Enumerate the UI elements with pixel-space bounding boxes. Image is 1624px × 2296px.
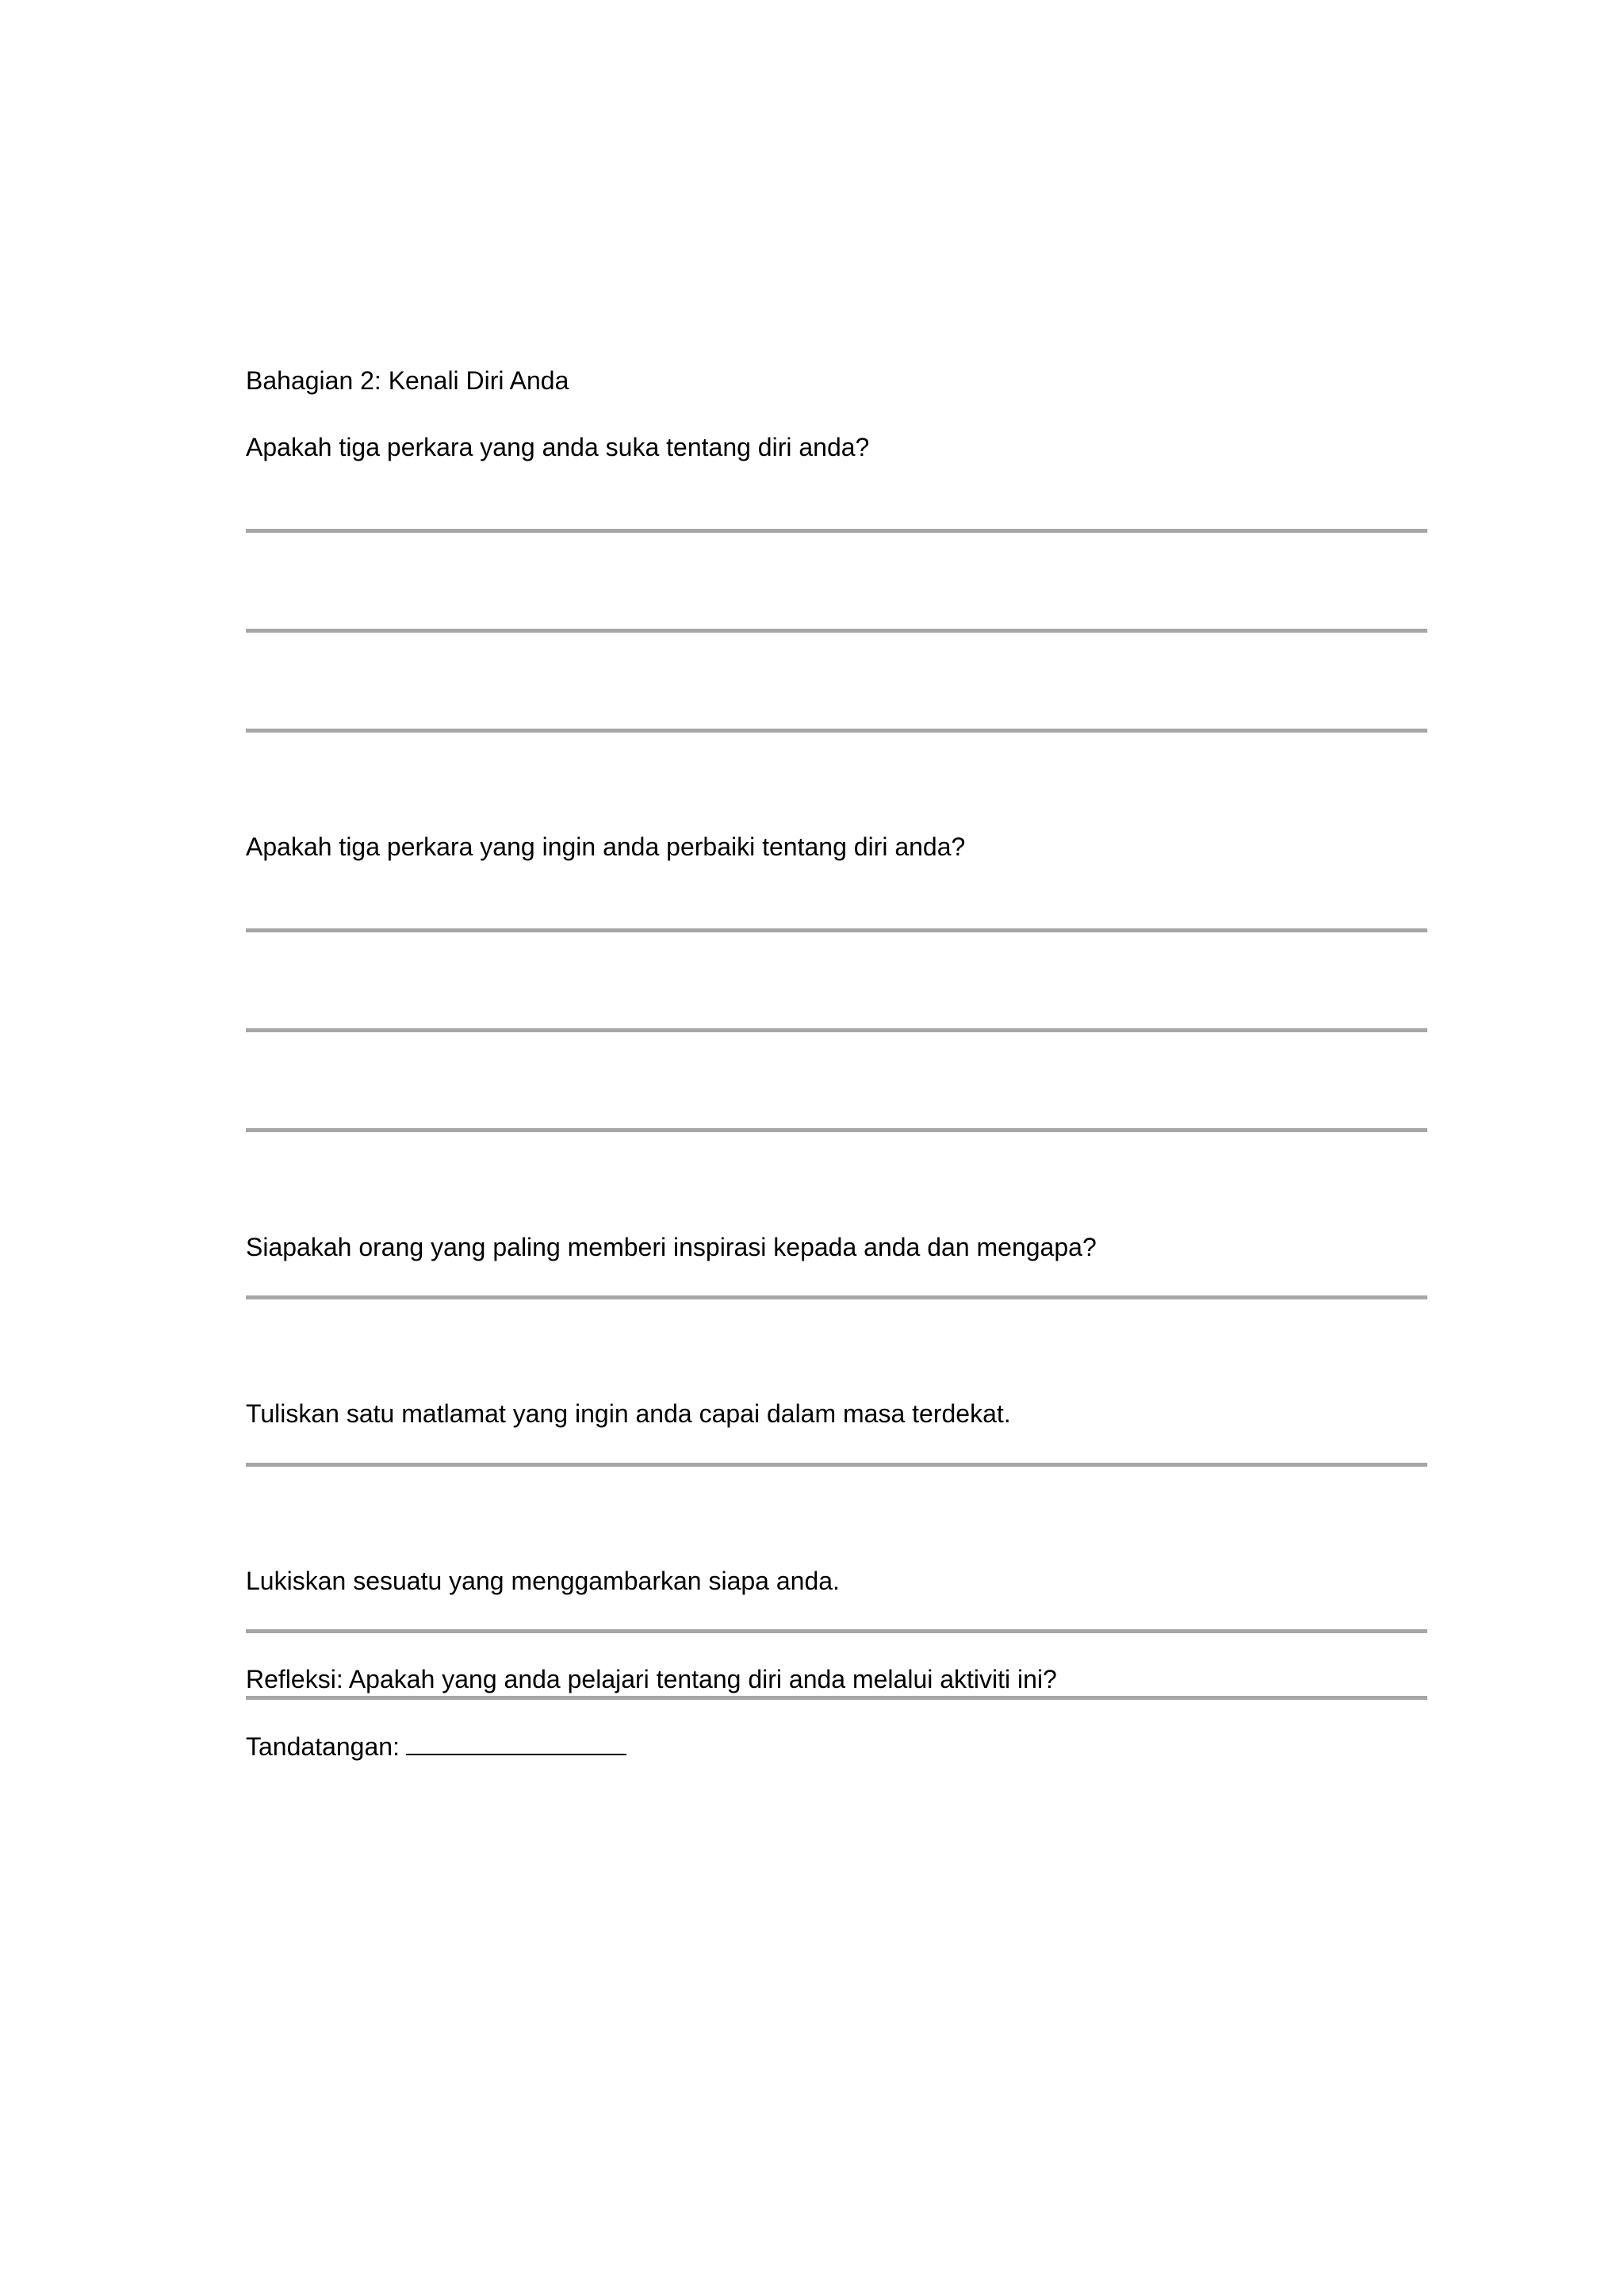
answer-line-q1-3[interactable]	[246, 729, 1427, 733]
answer-line-q2-1[interactable]	[246, 928, 1427, 932]
answer-line-q5[interactable]	[246, 1629, 1427, 1633]
answer-line-reflection[interactable]	[246, 1696, 1427, 1700]
answer-line-q4[interactable]	[246, 1463, 1427, 1467]
answer-line-q1-2[interactable]	[246, 629, 1427, 633]
question-5: Lukiskan sesuatu yang menggambarkan siapa anda.	[246, 1567, 840, 1595]
answer-line-q2-3[interactable]	[246, 1128, 1427, 1132]
question-2: Apakah tiga perkara yang ingin anda perbaiki tentang diri anda?	[246, 832, 966, 861]
signature-row	[246, 1731, 626, 1762]
answer-line-q1-1[interactable]	[246, 529, 1427, 533]
question-4: Tuliskan satu matlamat yang ingin anda capai dalam masa terdekat.	[246, 1399, 1011, 1428]
question-1: Apakah tiga perkara yang anda suka tentang diri anda?	[246, 433, 870, 461]
signature-line[interactable]	[406, 1754, 626, 1755]
reflection-prompt: Refleksi: Apakah yang anda pelajari tentang diri anda melalui aktiviti ini?	[246, 1665, 1057, 1693]
question-3: Siapakah orang yang paling memberi inspirasi kepada anda dan mengapa?	[246, 1233, 1097, 1261]
section-title: Bahagian 2: Kenali Diri Anda	[246, 366, 569, 395]
answer-line-q3[interactable]	[246, 1295, 1427, 1299]
answer-line-q2-2[interactable]	[246, 1028, 1427, 1032]
signature-label: Tandatangan:	[246, 1732, 400, 1761]
